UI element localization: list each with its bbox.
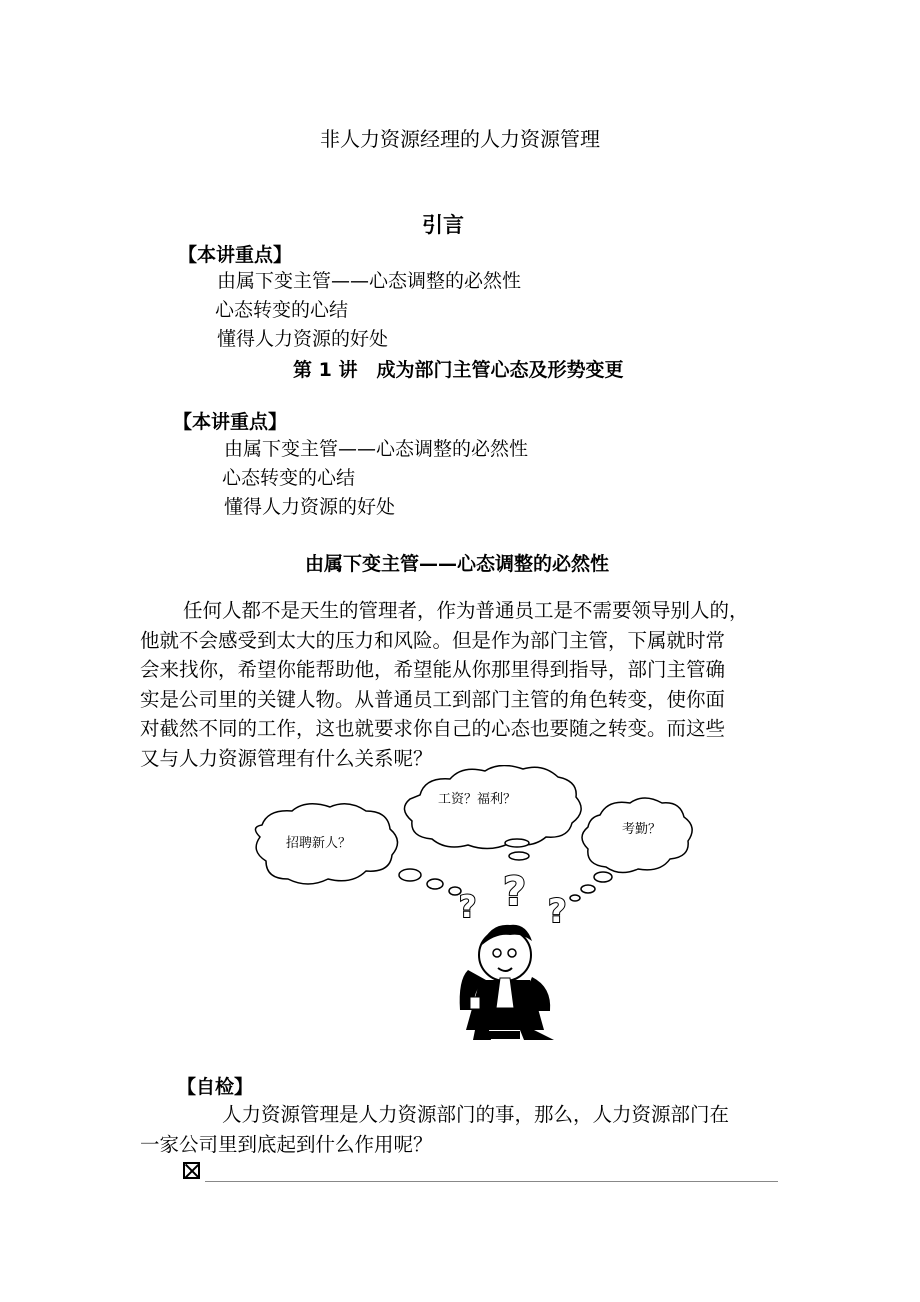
paragraph-line: 对截然不同的工作，这也就要求你自己的心态也要随之转变。而这些 xyxy=(140,717,726,740)
paragraph-line: 任何人都不是天生的管理者，作为普通员工是不需要领导别人的， xyxy=(183,599,749,622)
intro-key-point: 由属下变主管——心态调整的必然性 xyxy=(217,270,522,292)
checkbox-x-icon[interactable] xyxy=(183,1162,200,1179)
lecture-key-point: 懂得人力资源的好处 xyxy=(224,496,396,518)
answer-line[interactable] xyxy=(205,1181,778,1182)
body-paragraph xyxy=(140,596,785,773)
paragraph-line: 又与人力资源管理有什么关系呢？ xyxy=(140,746,433,770)
paragraph-line: 实是公司里的关键人物。从普通员工到部门主管的角色转变，使你面 xyxy=(140,687,726,711)
cloud-label: 工资？福利？ xyxy=(438,792,517,807)
thought-cloud xyxy=(404,765,581,848)
lecture-key-point: 由属下变主管——心态调整的必然性 xyxy=(224,438,529,460)
thinking-manager-illustration xyxy=(250,765,710,1050)
cloud-label: 招聘新人？ xyxy=(286,836,352,851)
intro-heading: 引言 xyxy=(422,213,464,237)
document-title: 非人力资源经理的人力资源管理 xyxy=(320,127,600,151)
question-mark-icon: ? xyxy=(459,890,477,925)
manager-figure xyxy=(460,925,554,1040)
cloud-label: 考勤？ xyxy=(622,822,662,837)
question-mark-icon: ? xyxy=(548,892,567,930)
intro-key-point: 心态转变的心结 xyxy=(215,299,349,321)
lecture-key-point: 心态转变的心结 xyxy=(222,467,356,489)
self-check-question-line: 人力资源管理是人力资源部门的事，那么，人力资源部门在 xyxy=(222,1103,730,1126)
self-check-question-line: 一家公司里到底起到什么作用呢？ xyxy=(140,1133,433,1156)
paragraph-line: 他就不会感受到太大的压力和风险。但是作为部门主管，下属就时常 xyxy=(140,628,726,652)
lecture-heading: 第 1 讲 成为部门主管心态及形势变更 xyxy=(293,359,624,381)
question-mark-icon: ? xyxy=(503,869,527,915)
intro-key-point: 懂得人力资源的好处 xyxy=(217,328,389,350)
self-check-label: 【自检】 xyxy=(177,1076,254,1098)
lecture-key-points-label: 【本讲重点】 xyxy=(173,411,288,433)
section-heading: 由属下变主管——心态调整的必然性 xyxy=(305,553,610,575)
paragraph-line: 会来找你，希望你能帮助他，希望能从你那里得到指导，部门主管确 xyxy=(140,658,726,681)
intro-key-points-label: 【本讲重点】 xyxy=(178,244,293,266)
